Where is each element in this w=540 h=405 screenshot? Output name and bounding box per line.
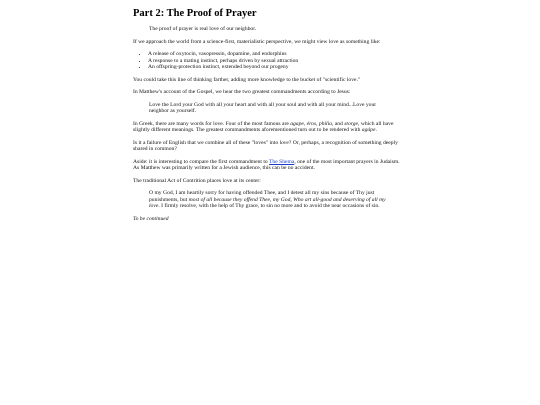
text-span: , (316, 120, 319, 127)
list-item: • An offspring-protection instinct, extended beyond our progeny (148, 64, 405, 71)
list-item: • A release of oxytocin, vasopressin, dopamine, and endorphins (148, 51, 405, 58)
english-question-paragraph (133, 140, 405, 153)
greek-word: philia (318, 120, 332, 127)
scientific-love-paragraph: You could take this line of thinking farther, adding more knowledge to the bucket of "scientific love." (133, 76, 361, 83)
emphasis: most of all because they offend Thee, my God, Who art all-good and deserving of all my love (149, 196, 386, 209)
matthew-paragraph: In Matthew's account of the Gospel, we hear the two greatest commandments according to Jesus: (133, 89, 351, 95)
greek-love-paragraph (133, 121, 405, 134)
text-span: ? Or, perhaps, a recognition of something deeply shared in common? (133, 139, 398, 152)
article (133, 7, 405, 228)
list-item: • A response to a mating instinct, perhaps driven by sexual attraction (148, 58, 405, 65)
text-span: . (375, 127, 377, 133)
text-span: Aside: it is interesting to compare the first commandment to (133, 158, 269, 165)
text-span: Is it a failure of English that we combine all of these "loves" into (133, 139, 280, 146)
emphasis: love (279, 139, 289, 146)
greek-word: agápe (361, 127, 376, 133)
contrition-intro-paragraph: The traditional Act of Contrition places love at its center: (133, 177, 261, 184)
text-span: , one of the most important prayers in Judaism. As Matthew was primarily written for a Jewish audience, this can be no accident. (133, 158, 400, 171)
commandment-quote: Love the Lord your God with all your heart and with all your soul and with all your mind...Love your neighbor as yourself. (149, 101, 377, 114)
materialist-paragraph: If we approach the world from a science-first, materialistic perspective, we might view love as something like: (133, 38, 381, 45)
shema-paragraph (133, 159, 405, 172)
intro-paragraph: The proof of prayer is real love of our neighbor. (149, 26, 257, 32)
text-span: , and (331, 120, 345, 127)
text-span: , which all have slightly different meanings. The greatest commandments aforementioned turn out to be rendered with (133, 120, 394, 133)
text-span: . I firmly resolve, with the help of Thy grace, to sin no more and to avoid the near occasions of sin. (158, 203, 380, 209)
text-span: , (303, 120, 307, 127)
greek-word: storge (344, 120, 359, 127)
text-span: In Greek, there are many words for love. Four of the most famous are (133, 120, 291, 127)
greek-word: éros (306, 120, 317, 127)
page-title: Part 2: The Proof of Prayer (133, 8, 257, 19)
contrition-quote (149, 190, 397, 210)
text-span: O my God, I am heartily sorry for having offended Thee, and I detest all my sins because of Thy just punishments, but (149, 190, 375, 203)
to-be-continued (133, 216, 405, 223)
emphasis: To be continued (133, 215, 169, 222)
love-definition-list (133, 51, 405, 71)
greek-word: agape (290, 120, 304, 127)
shema-link[interactable]: The Shema (268, 158, 295, 165)
